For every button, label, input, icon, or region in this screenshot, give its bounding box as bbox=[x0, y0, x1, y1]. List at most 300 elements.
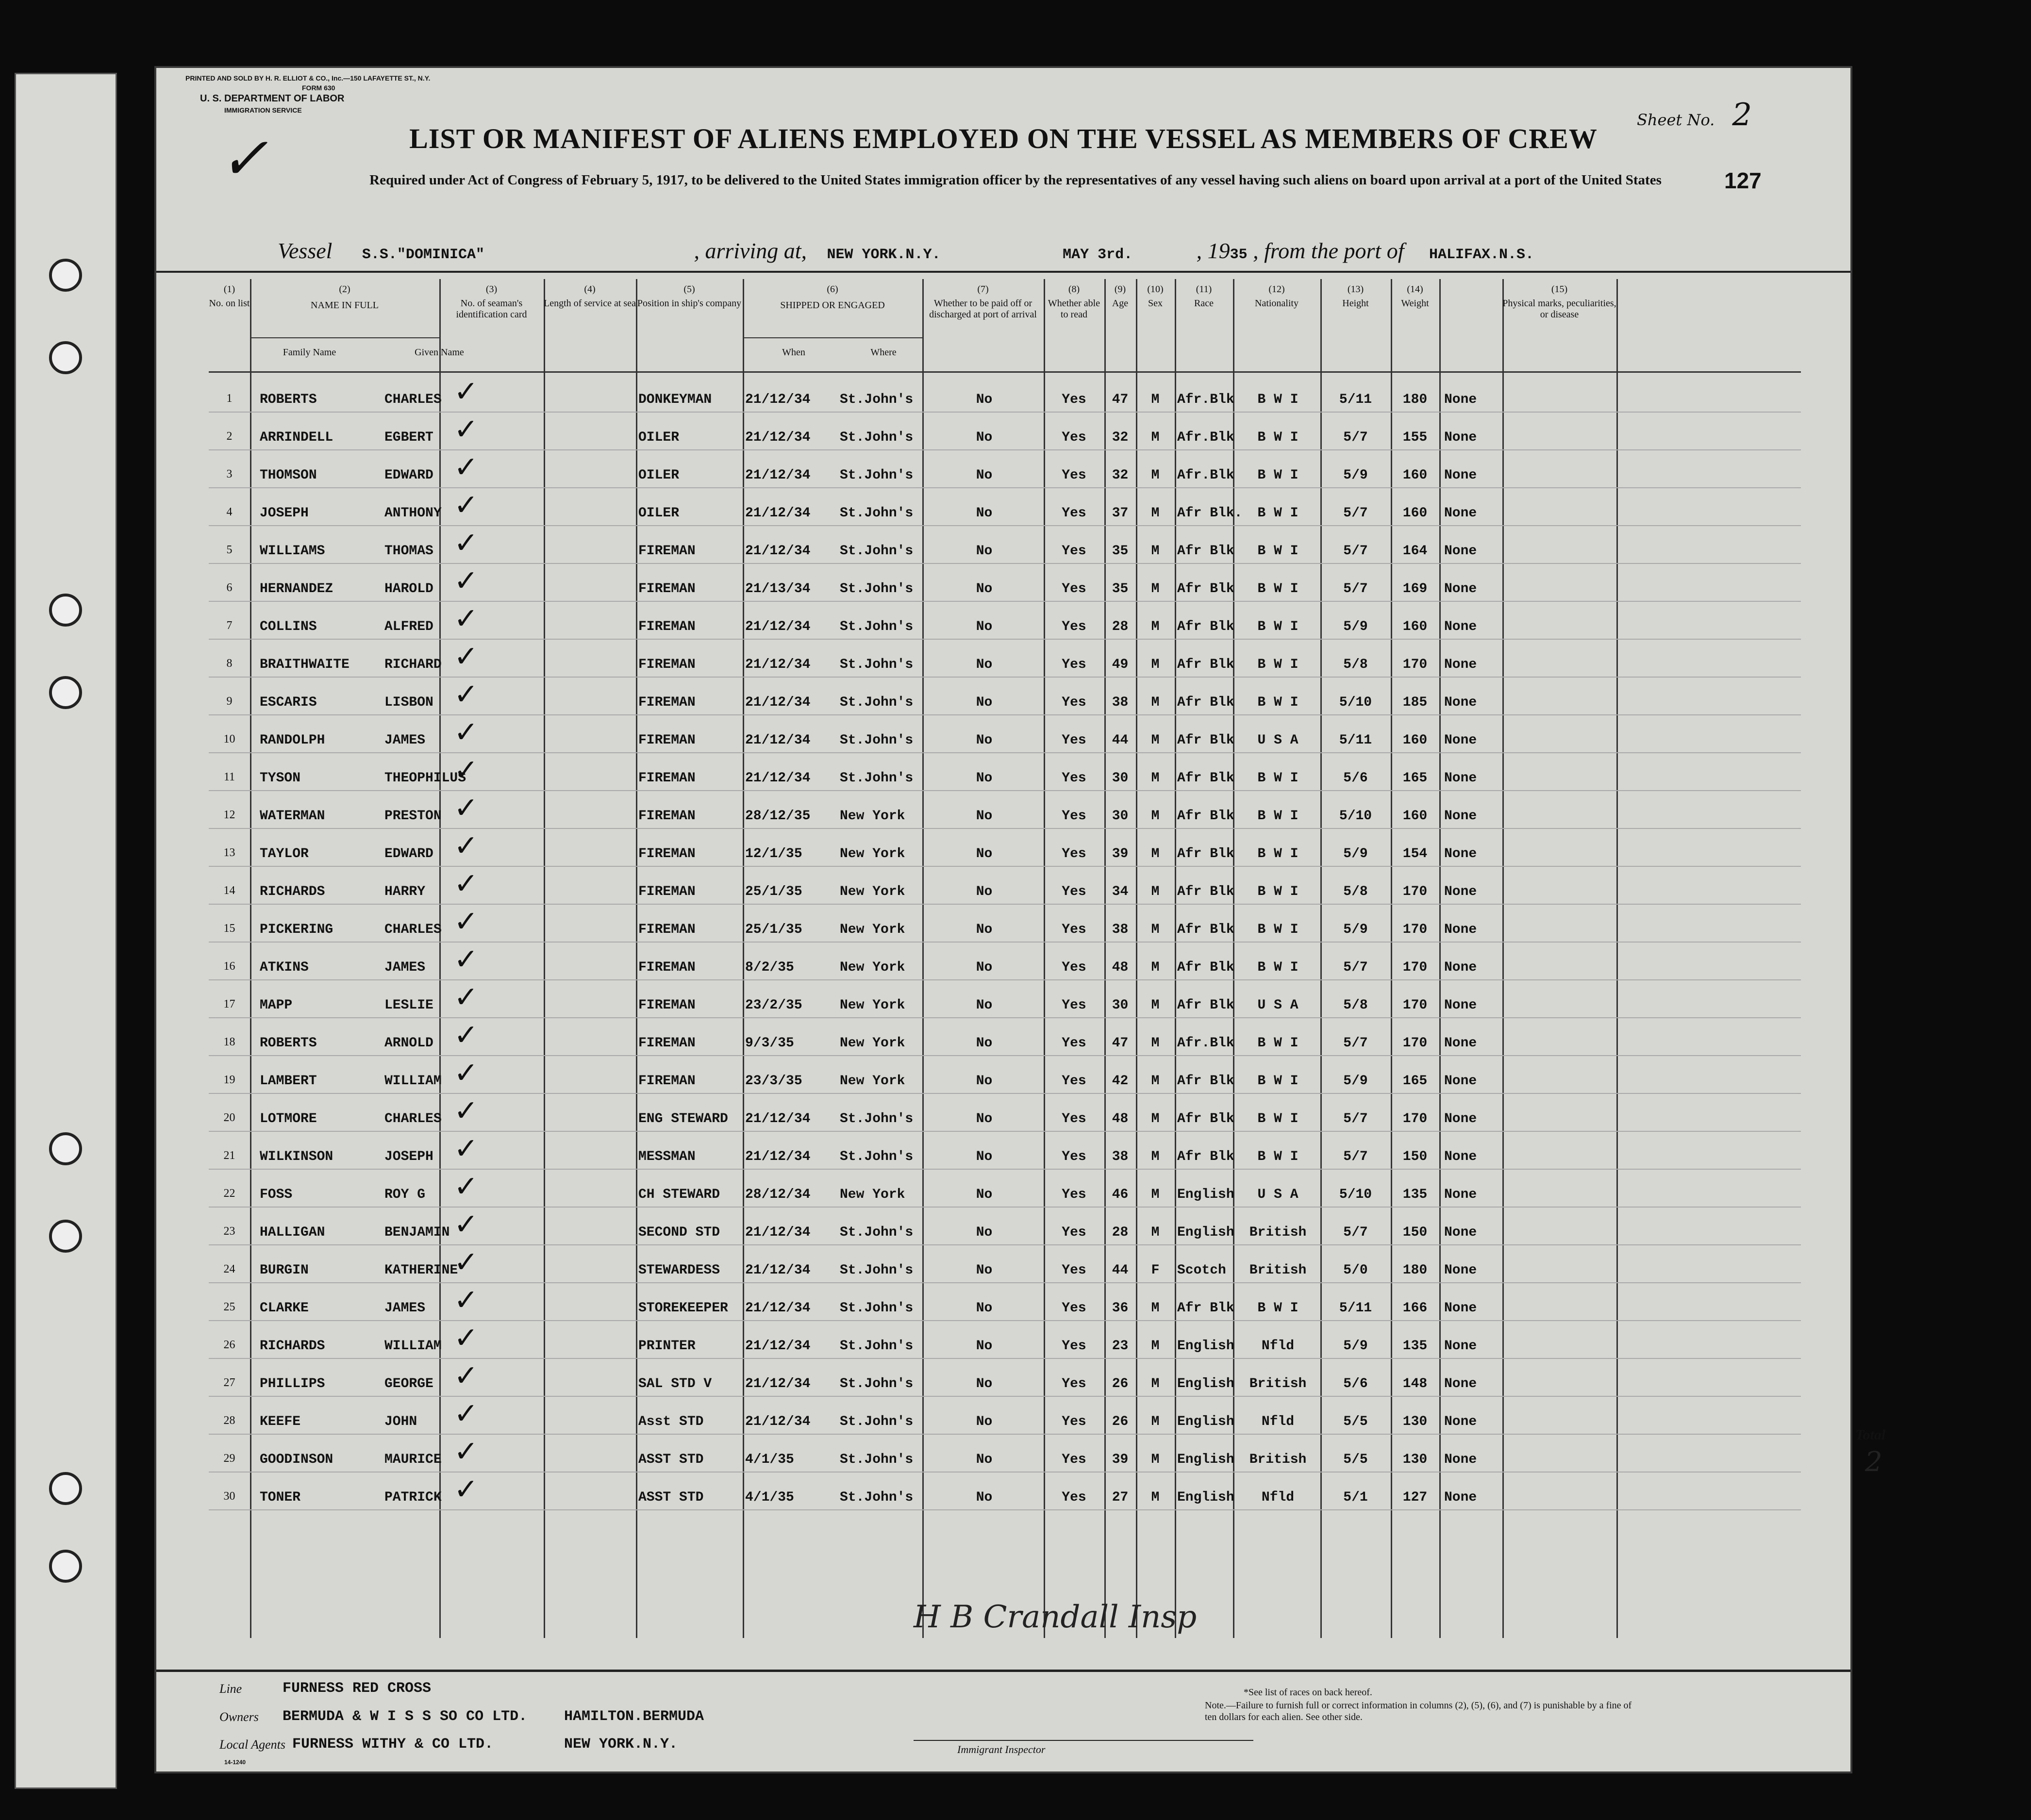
divider bbox=[156, 271, 1850, 273]
column-number: (12) bbox=[1268, 284, 1285, 295]
row-18-no: 18 bbox=[223, 1036, 235, 1048]
row-23-age: 28 bbox=[1112, 1225, 1129, 1240]
row-17-family: MAPP bbox=[260, 998, 293, 1013]
row-rule bbox=[209, 866, 1801, 867]
row-rule bbox=[209, 639, 1801, 640]
row-21-position: MESSMAN bbox=[638, 1149, 696, 1164]
row-4-given: ANTHONY bbox=[384, 506, 442, 521]
row-17-age: 30 bbox=[1112, 998, 1129, 1013]
total-value: 2 bbox=[1865, 1446, 1882, 1478]
row-rule bbox=[209, 790, 1801, 791]
row-22-age: 46 bbox=[1112, 1187, 1129, 1202]
row-15-sex: M bbox=[1151, 922, 1160, 937]
row-14-race: Afr Blk bbox=[1177, 884, 1234, 899]
agents-label: Local Agents bbox=[219, 1737, 286, 1752]
row-rule bbox=[209, 1017, 1801, 1018]
row-14-nationality: B W I bbox=[1257, 884, 1299, 899]
row-16-where: New York bbox=[840, 960, 905, 975]
binder-hole bbox=[49, 259, 82, 292]
row-11-given: THEOPHILUS bbox=[384, 771, 466, 786]
row-18-family: ROBERTS bbox=[260, 1036, 317, 1051]
row-7-nationality: B W I bbox=[1257, 619, 1299, 634]
row-19-when: 23/3/35 bbox=[745, 1074, 802, 1089]
row-14-read: Yes bbox=[1062, 884, 1086, 899]
row-4-race: Afr Blk. bbox=[1177, 506, 1243, 521]
vessel-label: Vessel bbox=[278, 238, 333, 263]
row-16-given: JAMES bbox=[384, 960, 426, 975]
row-30-no: 30 bbox=[223, 1490, 235, 1503]
row-15-paid: No bbox=[976, 922, 993, 937]
row-11-no: 11 bbox=[223, 771, 235, 783]
row-27-no: 27 bbox=[223, 1376, 235, 1389]
row-18-when: 9/3/35 bbox=[745, 1036, 794, 1051]
row-20-where: St.John's bbox=[840, 1111, 914, 1126]
row-4-family: JOSEPH bbox=[260, 506, 309, 521]
row-3-sex: M bbox=[1151, 468, 1160, 483]
row-28-no: 28 bbox=[223, 1414, 235, 1427]
column-header-2 bbox=[250, 284, 439, 311]
row-2-weight: 155 bbox=[1402, 430, 1428, 445]
row-16-age: 48 bbox=[1112, 960, 1129, 975]
page-subtitle: Required under Act of Congress of February 5, 1917, to be delivered to the United States immigration officer by the representatives of any vessel having such aliens on board upon arrival at a port of the United States bbox=[369, 172, 1662, 188]
row-29-given: MAURICE bbox=[384, 1452, 442, 1467]
row-9-no: 9 bbox=[226, 695, 233, 708]
row-28-nationality: Nfld bbox=[1261, 1414, 1295, 1429]
column-header-13 bbox=[1320, 284, 1391, 309]
row-24-family: BURGIN bbox=[260, 1263, 309, 1278]
row-5-paid: No bbox=[976, 544, 993, 559]
row-20-race: Afr Blk bbox=[1177, 1111, 1234, 1126]
row-8-race: Afr Blk bbox=[1177, 657, 1234, 672]
row-27-read: Yes bbox=[1062, 1376, 1086, 1391]
total-label: Total bbox=[1855, 1427, 1886, 1443]
row-3-when: 21/12/34 bbox=[745, 468, 811, 483]
row-8-nationality: B W I bbox=[1257, 657, 1299, 672]
row-25-marks: None bbox=[1444, 1301, 1477, 1316]
row-11-family: TYSON bbox=[260, 771, 301, 786]
row-24-position: STEWARDESS bbox=[638, 1263, 720, 1278]
vessel-line bbox=[278, 238, 1534, 264]
row-20-height: 5/7 bbox=[1343, 1111, 1368, 1126]
row-21-when: 21/12/34 bbox=[745, 1149, 811, 1164]
row-8-read: Yes bbox=[1062, 657, 1086, 672]
row-13-read: Yes bbox=[1062, 846, 1086, 861]
row-27-nationality: British bbox=[1249, 1376, 1307, 1391]
row-29-sex: M bbox=[1151, 1452, 1160, 1467]
row-24-age: 44 bbox=[1112, 1263, 1129, 1278]
row-30-sex: M bbox=[1151, 1490, 1160, 1505]
column-header-15 bbox=[1502, 284, 1616, 320]
row-14-paid: No bbox=[976, 884, 993, 899]
footer-divider bbox=[156, 1670, 1850, 1672]
row-26-family: RICHARDS bbox=[260, 1339, 325, 1354]
check-mark-icon: ✓ bbox=[454, 1321, 479, 1355]
row-18-race: Afr.Blk bbox=[1177, 1036, 1234, 1051]
row-17-given: LESLIE bbox=[384, 998, 433, 1013]
row-21-no: 21 bbox=[223, 1149, 235, 1162]
row-23-no: 23 bbox=[223, 1225, 235, 1238]
row-23-when: 21/12/34 bbox=[745, 1225, 811, 1240]
row-1-paid: No bbox=[976, 392, 993, 407]
row-1-family: ROBERTS bbox=[260, 392, 317, 407]
row-12-given: PRESTON bbox=[384, 809, 442, 824]
row-25-height: 5/11 bbox=[1339, 1301, 1372, 1316]
check-mark-icon: ✓ bbox=[454, 1245, 479, 1279]
row-6-given: HAROLD bbox=[384, 581, 433, 596]
column-header-5 bbox=[636, 284, 743, 309]
row-16-weight: 170 bbox=[1402, 960, 1428, 975]
row-9-when: 21/12/34 bbox=[745, 695, 811, 710]
row-8-paid: No bbox=[976, 657, 993, 672]
row-19-height: 5/9 bbox=[1343, 1074, 1368, 1089]
check-mark-icon: ✓ bbox=[454, 602, 479, 636]
row-rule bbox=[209, 1131, 1801, 1132]
binder-hole bbox=[49, 676, 82, 709]
row-12-height: 5/10 bbox=[1339, 809, 1372, 824]
row-28-when: 21/12/34 bbox=[745, 1414, 811, 1429]
row-21-marks: None bbox=[1444, 1149, 1477, 1164]
row-24-nationality: British bbox=[1249, 1263, 1307, 1278]
row-17-when: 23/2/35 bbox=[745, 998, 802, 1013]
row-3-weight: 160 bbox=[1402, 468, 1428, 483]
binder-hole bbox=[49, 1550, 82, 1583]
row-22-nationality: U S A bbox=[1257, 1187, 1299, 1202]
row-18-paid: No bbox=[976, 1036, 993, 1051]
row-30-read: Yes bbox=[1062, 1490, 1086, 1505]
row-22-when: 28/12/34 bbox=[745, 1187, 811, 1202]
row-rule bbox=[209, 1282, 1801, 1283]
row-19-sex: M bbox=[1151, 1074, 1160, 1089]
row-20-no: 20 bbox=[223, 1111, 235, 1124]
row-16-no: 16 bbox=[223, 960, 235, 973]
row-9-paid: No bbox=[976, 695, 993, 710]
check-mark-icon: ✓ bbox=[454, 413, 479, 447]
row-6-family: HERNANDEZ bbox=[260, 581, 333, 596]
column-label: Weight bbox=[1401, 298, 1429, 309]
row-24-marks: None bbox=[1444, 1263, 1477, 1278]
row-15-given: CHARLES bbox=[384, 922, 442, 937]
check-mark-icon: ✓ bbox=[454, 1132, 479, 1166]
row-19-no: 19 bbox=[223, 1074, 235, 1086]
row-11-marks: None bbox=[1444, 771, 1477, 786]
row-27-marks: None bbox=[1444, 1376, 1477, 1391]
row-13-given: EDWARD bbox=[384, 846, 433, 861]
row-12-read: Yes bbox=[1062, 809, 1086, 824]
row-20-age: 48 bbox=[1112, 1111, 1129, 1126]
from-label: , from the port of bbox=[1253, 238, 1404, 263]
row-29-position: ASST STD bbox=[638, 1452, 704, 1467]
row-rule bbox=[209, 752, 1801, 753]
row-rule bbox=[209, 904, 1801, 905]
row-13-no: 13 bbox=[223, 846, 235, 859]
row-19-family: LAMBERT bbox=[260, 1074, 317, 1089]
binder-hole bbox=[49, 1472, 82, 1505]
row-28-weight: 130 bbox=[1402, 1414, 1428, 1429]
row-25-no: 25 bbox=[223, 1301, 235, 1313]
row-rule bbox=[209, 677, 1801, 678]
row-28-height: 5/5 bbox=[1343, 1414, 1368, 1429]
row-5-sex: M bbox=[1151, 544, 1160, 559]
row-27-weight: 148 bbox=[1402, 1376, 1428, 1391]
row-14-sex: M bbox=[1151, 884, 1160, 899]
row-19-age: 42 bbox=[1112, 1074, 1129, 1089]
row-8-marks: None bbox=[1444, 657, 1477, 672]
row-13-family: TAYLOR bbox=[260, 846, 309, 861]
check-mark-icon: ✓ bbox=[454, 1056, 479, 1090]
row-rule bbox=[209, 1244, 1801, 1245]
row-26-when: 21/12/34 bbox=[745, 1339, 811, 1354]
row-15-read: Yes bbox=[1062, 922, 1086, 937]
row-12-position: FIREMAN bbox=[638, 809, 696, 824]
row-16-sex: M bbox=[1151, 960, 1160, 975]
row-13-paid: No bbox=[976, 846, 993, 861]
row-29-read: Yes bbox=[1062, 1452, 1086, 1467]
row-20-when: 21/12/34 bbox=[745, 1111, 811, 1126]
row-16-marks: None bbox=[1444, 960, 1477, 975]
row-6-sex: M bbox=[1151, 581, 1160, 596]
department-label: U. S. DEPARTMENT OF LABOR bbox=[200, 93, 345, 104]
check-mark-icon: ✓ bbox=[454, 526, 479, 560]
row-28-position: Asst STD bbox=[638, 1414, 704, 1429]
row-21-where: St.John's bbox=[840, 1149, 914, 1164]
row-2-position: OILER bbox=[638, 430, 680, 445]
row-28-given: JOHN bbox=[384, 1414, 417, 1429]
row-1-position: DONKEYMAN bbox=[638, 392, 712, 407]
row-10-no: 10 bbox=[223, 733, 235, 745]
check-mark-icon: ✓ bbox=[454, 488, 479, 522]
row-19-position: FIREMAN bbox=[638, 1074, 696, 1089]
row-18-where: New York bbox=[840, 1036, 905, 1051]
row-26-marks: None bbox=[1444, 1339, 1477, 1354]
row-4-no: 4 bbox=[226, 506, 233, 518]
column-number: (4) bbox=[584, 284, 596, 295]
row-26-weight: 135 bbox=[1402, 1339, 1428, 1354]
column-number: (11) bbox=[1196, 284, 1212, 295]
column-header-7 bbox=[922, 284, 1044, 320]
row-8-age: 49 bbox=[1112, 657, 1129, 672]
row-7-family: COLLINS bbox=[260, 619, 317, 634]
row-9-read: Yes bbox=[1062, 695, 1086, 710]
row-5-age: 35 bbox=[1112, 544, 1129, 559]
check-mark-icon: ✓ bbox=[454, 943, 479, 976]
column-label: Age bbox=[1112, 298, 1129, 309]
row-26-given: WILLIAM bbox=[384, 1339, 442, 1354]
row-3-race: Afr.Blk bbox=[1177, 468, 1234, 483]
column-number: (9) bbox=[1114, 284, 1126, 295]
row-rule bbox=[209, 1509, 1801, 1510]
row-23-race: English bbox=[1177, 1225, 1234, 1240]
check-mark-icon: ✓ bbox=[454, 678, 479, 711]
row-17-nationality: U S A bbox=[1257, 998, 1299, 1013]
row-26-read: Yes bbox=[1062, 1339, 1086, 1354]
row-2-marks: None bbox=[1444, 430, 1477, 445]
check-mark-icon: ✓ bbox=[454, 375, 479, 409]
row-24-when: 21/12/34 bbox=[745, 1263, 811, 1278]
row-15-marks: None bbox=[1444, 922, 1477, 937]
row-24-read: Yes bbox=[1062, 1263, 1086, 1278]
column-label: NAME IN FULL bbox=[311, 300, 379, 311]
row-3-read: Yes bbox=[1062, 468, 1086, 483]
check-mark-icon: ✓ bbox=[454, 640, 479, 674]
row-8-family: BRAITHWAITE bbox=[260, 657, 350, 672]
row-9-where: St.John's bbox=[840, 695, 914, 710]
row-2-paid: No bbox=[976, 430, 993, 445]
row-29-weight: 130 bbox=[1402, 1452, 1428, 1467]
row-23-given: BENJAMIN bbox=[384, 1225, 450, 1240]
binder-hole bbox=[49, 1220, 82, 1253]
row-7-no: 7 bbox=[226, 619, 233, 632]
row-21-age: 38 bbox=[1112, 1149, 1129, 1164]
owners-value: BERMUDA & W I S S SO CO LTD. bbox=[283, 1708, 528, 1725]
row-11-sex: M bbox=[1151, 771, 1160, 786]
row-11-weight: 165 bbox=[1402, 771, 1428, 786]
row-17-marks: None bbox=[1444, 998, 1477, 1013]
row-6-nationality: B W I bbox=[1257, 581, 1299, 596]
row-8-position: FIREMAN bbox=[638, 657, 696, 672]
check-mark-icon: ✓ bbox=[454, 829, 479, 863]
row-25-paid: No bbox=[976, 1301, 993, 1316]
owners-label: Owners bbox=[219, 1710, 259, 1724]
row-6-race: Afr Blk bbox=[1177, 581, 1234, 596]
row-28-race: English bbox=[1177, 1414, 1234, 1429]
row-17-position: FIREMAN bbox=[638, 998, 696, 1013]
row-1-weight: 180 bbox=[1402, 392, 1428, 407]
row-22-read: Yes bbox=[1062, 1187, 1086, 1202]
check-mark-icon: ✓ bbox=[454, 1435, 479, 1469]
row-18-marks: None bbox=[1444, 1036, 1477, 1051]
row-22-sex: M bbox=[1151, 1187, 1160, 1202]
row-26-position: PRINTER bbox=[638, 1339, 696, 1354]
row-15-nationality: B W I bbox=[1257, 922, 1299, 937]
row-21-weight: 150 bbox=[1402, 1149, 1428, 1164]
corner-check-mark: ✓ bbox=[219, 125, 268, 193]
row-5-when: 21/12/34 bbox=[745, 544, 811, 559]
line-value: FURNESS RED CROSS bbox=[283, 1680, 432, 1697]
row-10-race: Afr Blk bbox=[1177, 733, 1234, 748]
row-14-marks: None bbox=[1444, 884, 1477, 899]
vessel-name: S.S."DOMINICA" bbox=[362, 247, 484, 263]
row-22-given: ROY G bbox=[384, 1187, 426, 1202]
row-10-paid: No bbox=[976, 733, 993, 748]
row-4-age: 37 bbox=[1112, 506, 1129, 521]
row-6-paid: No bbox=[976, 581, 993, 596]
row-15-position: FIREMAN bbox=[638, 922, 696, 937]
row-22-family: FOSS bbox=[260, 1187, 293, 1202]
column-header-9 bbox=[1104, 284, 1136, 309]
row-12-paid: No bbox=[976, 809, 993, 824]
row-rule bbox=[209, 942, 1801, 943]
row-rule bbox=[209, 525, 1801, 526]
arrival-date: MAY 3rd. bbox=[1063, 247, 1133, 263]
crew-manifest-table bbox=[209, 279, 1801, 1638]
row-24-race: Scotch bbox=[1177, 1263, 1226, 1278]
row-29-marks: None bbox=[1444, 1452, 1477, 1467]
row-10-given: JAMES bbox=[384, 733, 426, 748]
column-header-4 bbox=[544, 284, 636, 309]
row-19-read: Yes bbox=[1062, 1074, 1086, 1089]
row-14-family: RICHARDS bbox=[260, 884, 325, 899]
column-number: (8) bbox=[1068, 284, 1080, 295]
row-10-height: 5/11 bbox=[1339, 733, 1372, 748]
row-21-sex: M bbox=[1151, 1149, 1160, 1164]
row-5-height: 5/7 bbox=[1343, 544, 1368, 559]
check-mark-icon: ✓ bbox=[454, 1018, 479, 1052]
row-30-paid: No bbox=[976, 1490, 993, 1505]
row-6-read: Yes bbox=[1062, 581, 1086, 596]
row-rule bbox=[209, 1207, 1801, 1208]
check-mark-icon: ✓ bbox=[454, 980, 479, 1014]
row-12-race: Afr Blk bbox=[1177, 809, 1234, 824]
row-14-given: HARRY bbox=[384, 884, 426, 899]
row-23-height: 5/7 bbox=[1343, 1225, 1368, 1240]
check-mark-icon: ✓ bbox=[454, 715, 479, 749]
row-25-family: CLARKE bbox=[260, 1301, 309, 1316]
inspector-label: Immigrant Inspector bbox=[957, 1743, 1046, 1755]
row-11-where: St.John's bbox=[840, 771, 914, 786]
row-26-where: St.John's bbox=[840, 1339, 914, 1354]
row-1-read: Yes bbox=[1062, 392, 1086, 407]
row-rule bbox=[209, 1434, 1801, 1435]
row-5-marks: None bbox=[1444, 544, 1477, 559]
row-4-where: St.John's bbox=[840, 506, 914, 521]
row-12-where: New York bbox=[840, 809, 905, 824]
column-label: Whether able to read bbox=[1048, 298, 1100, 320]
row-26-paid: No bbox=[976, 1339, 993, 1354]
column-number: (1) bbox=[223, 284, 235, 295]
check-mark-icon: ✓ bbox=[454, 1283, 479, 1317]
row-20-sex: M bbox=[1151, 1111, 1160, 1126]
row-7-age: 28 bbox=[1112, 619, 1129, 634]
row-25-nationality: B W I bbox=[1257, 1301, 1299, 1316]
row-5-read: Yes bbox=[1062, 544, 1086, 559]
line-label: Line bbox=[219, 1682, 242, 1696]
column-label: Physical marks, peculiarities, or disease bbox=[1502, 298, 1616, 320]
row-6-no: 6 bbox=[226, 581, 233, 594]
owners-location: HAMILTON.BERMUDA bbox=[564, 1708, 704, 1725]
row-10-family: RANDOLPH bbox=[260, 733, 325, 748]
row-8-sex: M bbox=[1151, 657, 1160, 672]
row-28-family: KEEFE bbox=[260, 1414, 301, 1429]
row-29-family: GOODINSON bbox=[260, 1452, 333, 1467]
row-11-height: 5/6 bbox=[1343, 771, 1368, 786]
inspector-signature: H B Crandall Insp bbox=[914, 1599, 1197, 1635]
row-16-height: 5/7 bbox=[1343, 960, 1368, 975]
row-30-marks: None bbox=[1444, 1490, 1477, 1505]
row-10-sex: M bbox=[1151, 733, 1160, 748]
row-25-given: JAMES bbox=[384, 1301, 426, 1316]
row-2-nationality: B W I bbox=[1257, 430, 1299, 445]
races-note: *See list of races on back hereof. bbox=[1244, 1687, 1372, 1698]
row-3-where: St.John's bbox=[840, 468, 914, 483]
column-number: (7) bbox=[977, 284, 989, 295]
row-10-where: St.John's bbox=[840, 733, 914, 748]
row-11-paid: No bbox=[976, 771, 993, 786]
row-20-weight: 170 bbox=[1402, 1111, 1428, 1126]
row-16-race: Afr Blk bbox=[1177, 960, 1234, 975]
column-header-12 bbox=[1233, 284, 1320, 309]
row-6-marks: None bbox=[1444, 581, 1477, 596]
row-7-marks: None bbox=[1444, 619, 1477, 634]
row-2-when: 21/12/34 bbox=[745, 430, 811, 445]
row-18-given: ARNOLD bbox=[384, 1036, 433, 1051]
row-rule bbox=[209, 1055, 1801, 1056]
arriving-label: , arriving at, bbox=[694, 238, 807, 263]
row-24-paid: No bbox=[976, 1263, 993, 1278]
row-4-weight: 160 bbox=[1402, 506, 1428, 521]
page-title: LIST OR MANIFEST OF ALIENS EMPLOYED ON THE VESSEL AS MEMBERS OF CREW bbox=[409, 123, 1598, 154]
row-5-position: FIREMAN bbox=[638, 544, 696, 559]
row-5-family: WILLIAMS bbox=[260, 544, 325, 559]
